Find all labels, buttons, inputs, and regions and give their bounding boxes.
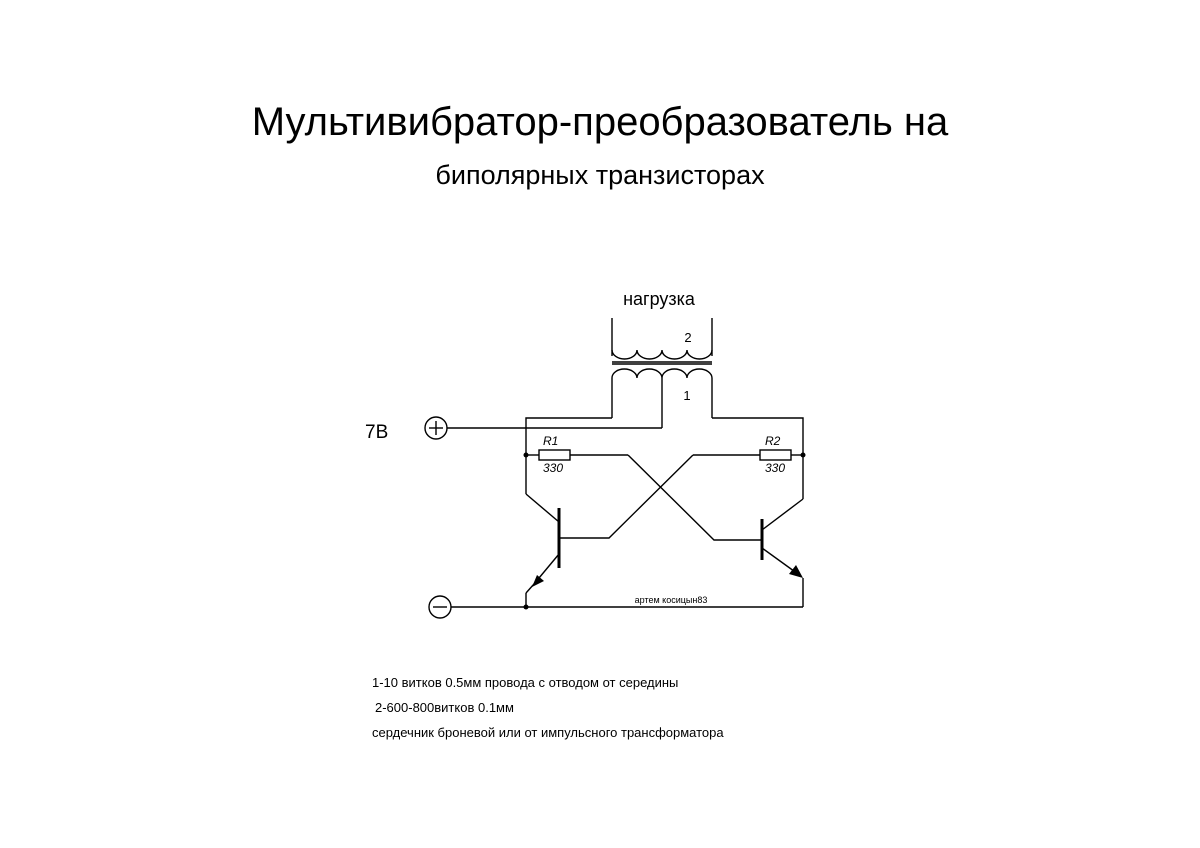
- junction-dot: [524, 453, 529, 458]
- note-core: сердечник броневой или от импульсного трансформатора: [372, 725, 724, 740]
- transistor-t2: [762, 499, 803, 607]
- winding-1-label: 1: [683, 388, 691, 403]
- page-title: Мультивибратор-преобразователь на: [251, 100, 949, 144]
- winding-2-label: 2: [684, 330, 692, 345]
- winding-notes: [370, 674, 724, 749]
- author-credit: артем косицын83: [634, 595, 708, 605]
- load-label: нагрузка: [623, 289, 695, 309]
- primary-winding: [612, 369, 712, 428]
- secondary-winding: [612, 318, 712, 359]
- r2-value: 330: [765, 461, 786, 475]
- junction-dot: [524, 605, 529, 610]
- plus-terminal: [425, 417, 447, 439]
- r2-name: R2: [765, 434, 781, 448]
- junction-dot: [801, 453, 806, 458]
- note-winding-1: 1-10 витков 0.5мм провода с отводом от середины: [372, 675, 679, 690]
- transistor-t1: [526, 494, 559, 607]
- minus-terminal: [429, 596, 451, 618]
- cross-wire-r1-to-t2-base: [628, 455, 762, 540]
- cross-wire-r2-to-t1-base: [559, 455, 693, 538]
- r1-value: 330: [543, 461, 564, 475]
- resistor-r2: [693, 434, 806, 475]
- resistor-r1: [524, 434, 629, 475]
- supply-voltage-label: 7В: [365, 422, 389, 443]
- r1-name: R1: [543, 434, 559, 448]
- page-subtitle: биполярных транзисторах: [435, 160, 765, 190]
- note-winding-2: 2-600-800витков 0.1мм: [375, 700, 514, 715]
